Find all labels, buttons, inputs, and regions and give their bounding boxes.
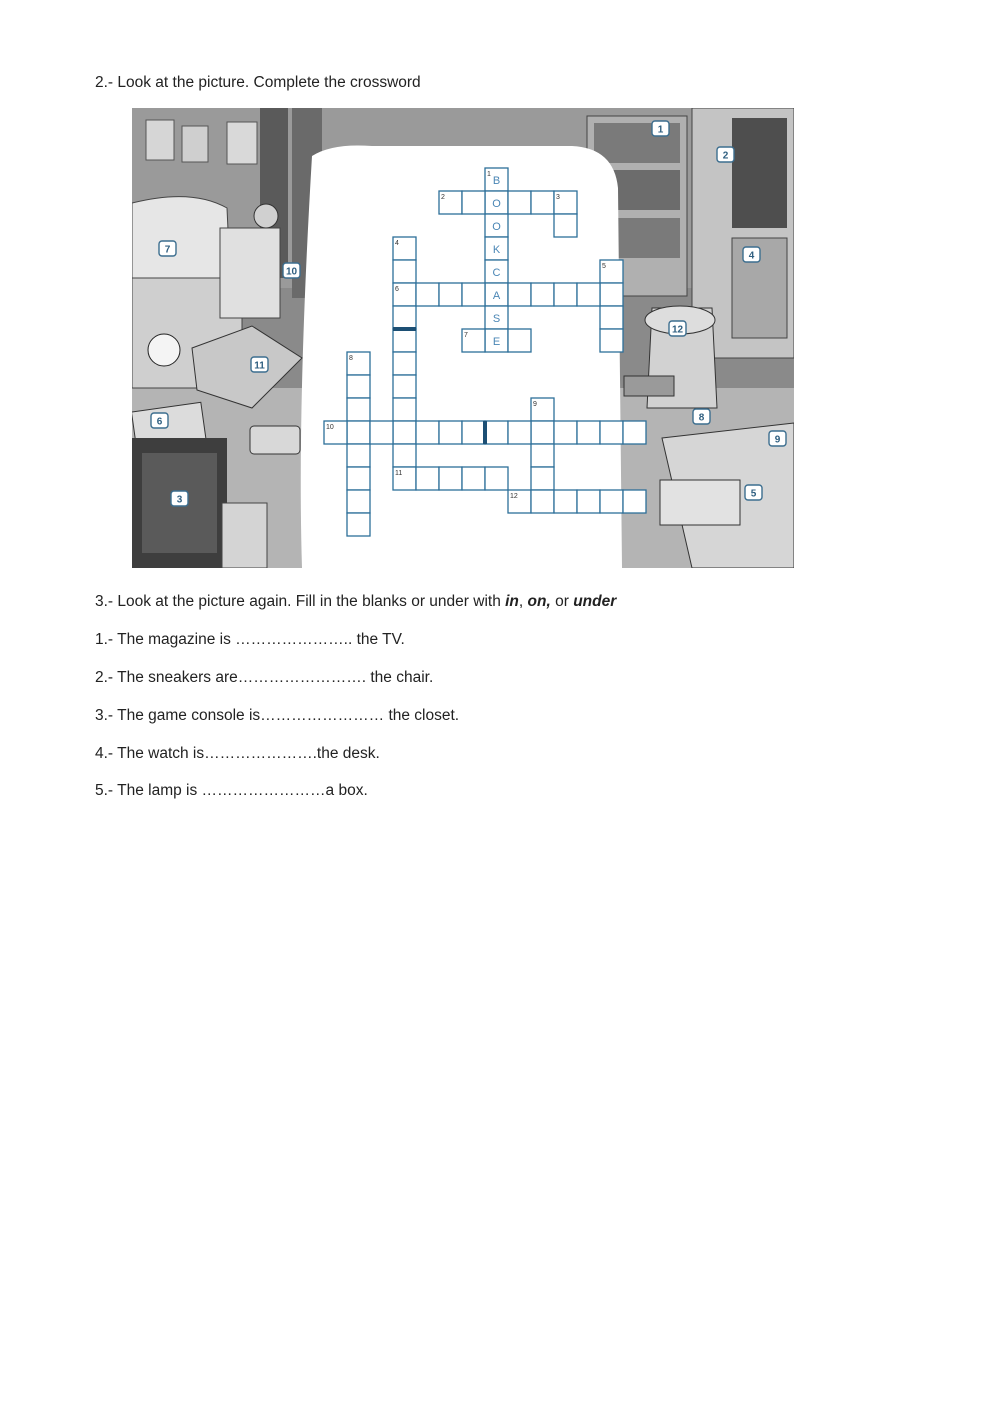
crossword-cell: [347, 444, 370, 467]
exercise-3-instruction: [95, 592, 616, 612]
svg-text:5: 5: [750, 488, 757, 500]
sentence-5: 5.- The lamp is ……………………a box.: [95, 782, 368, 799]
word-in: in: [505, 593, 519, 610]
crossword-cell: [485, 467, 508, 490]
callout-7: [159, 241, 176, 256]
word-on: on,: [527, 593, 551, 610]
clue-number-4: 4: [395, 240, 399, 247]
crossword-cell: [508, 329, 531, 352]
callout-11: [251, 357, 268, 372]
crossword-cell: [577, 490, 600, 513]
crossword-letter: S: [492, 313, 501, 325]
crossword-cell: [531, 191, 554, 214]
crossword-cell: [600, 421, 623, 444]
crossword-letter: K: [492, 244, 501, 256]
crossword-letter: O: [492, 221, 501, 233]
callout-5: [745, 485, 762, 500]
crossword-cell: [577, 283, 600, 306]
sentence-4: 4.- The watch is………………….the desk.: [95, 745, 380, 762]
clue-number-7: 7: [464, 332, 468, 339]
crossword-cell: [347, 513, 370, 536]
callout-8: [693, 409, 710, 424]
svg-text:2: 2: [722, 150, 729, 162]
callout-3: [171, 491, 188, 506]
crossword-cell: [508, 191, 531, 214]
crossword-letter: C: [492, 267, 501, 279]
crossword-cell: [554, 283, 577, 306]
svg-text:11: 11: [254, 360, 265, 372]
crossword-letter: E: [492, 336, 501, 348]
crossword-cell: [531, 444, 554, 467]
svg-text:3: 3: [176, 494, 183, 506]
crossword-cell: [600, 306, 623, 329]
crossword-cell: [462, 191, 485, 214]
crossword-cell: [393, 444, 416, 467]
clue-number-8: 8: [349, 355, 353, 362]
instruction-text: 3.- Look at the picture again. Fill in the blanks or under with: [95, 593, 506, 610]
crossword-cell: [485, 421, 508, 444]
crossword-cell: [347, 375, 370, 398]
crossword-cell: [462, 283, 485, 306]
crossword-cell: [393, 260, 416, 283]
crossword-cell: [347, 467, 370, 490]
exercise-2-instruction: 2.- Look at the picture. Complete the crossword: [95, 74, 421, 91]
svg-text:6: 6: [156, 416, 163, 428]
crossword-cell: [508, 421, 531, 444]
crossword-cell: [347, 398, 370, 421]
clue-number-10: 10: [326, 424, 334, 431]
callout-12: [669, 321, 686, 336]
crossword-cell: [531, 467, 554, 490]
svg-text:9: 9: [774, 434, 781, 446]
crossword-cell: [370, 421, 393, 444]
svg-text:8: 8: [698, 412, 705, 424]
crossword-cell: [554, 421, 577, 444]
word-under: under: [573, 593, 617, 610]
word-separator: [393, 327, 416, 331]
crossword-cell: [439, 283, 462, 306]
crossword-cell: [416, 467, 439, 490]
crossword-cell: [439, 421, 462, 444]
clue-number-2: 2: [441, 194, 445, 201]
crossword-cell: [393, 352, 416, 375]
svg-text:7: 7: [164, 244, 171, 256]
crossword-cell: [508, 283, 531, 306]
crossword-cell: [416, 283, 439, 306]
crossword-cell: [531, 490, 554, 513]
svg-text:4: 4: [748, 250, 755, 262]
clue-number-6: 6: [395, 286, 399, 293]
crossword-cell: [600, 490, 623, 513]
svg-text:10: 10: [285, 266, 298, 278]
crossword-cell: [554, 490, 577, 513]
crossword-cell: [462, 421, 485, 444]
crossword-cell: [347, 421, 370, 444]
crossword-cell: [600, 329, 623, 352]
crossword-cell: [416, 421, 439, 444]
clue-number-1: 1: [487, 171, 491, 178]
crossword-cell: [623, 490, 646, 513]
svg-text:12: 12: [671, 324, 684, 336]
crossword-cell: [577, 421, 600, 444]
crossword-cell: [393, 375, 416, 398]
crossword-letter: B: [492, 175, 501, 187]
clue-number-5: 5: [602, 263, 606, 270]
crossword-cell: [531, 283, 554, 306]
crossword-cell: [531, 421, 554, 444]
crossword-cell: [439, 467, 462, 490]
crossword-cell: [393, 398, 416, 421]
callout-9: [769, 431, 786, 446]
clue-number-12: 12: [510, 493, 518, 500]
crossword-cell: [623, 421, 646, 444]
crossword-cell: [600, 283, 623, 306]
sentence-2: 2.- The sneakers are……………………. the chair.: [95, 669, 434, 686]
crossword-cell: [393, 421, 416, 444]
crossword-letter: O: [492, 198, 501, 210]
callout-6: [151, 413, 168, 428]
separator: or: [550, 593, 574, 610]
crossword-cell: [347, 490, 370, 513]
sentence-3: 3.- The game console is…………………… the closet.: [95, 707, 460, 724]
clue-number-3: 3: [556, 194, 560, 201]
crossword-cell: [554, 214, 577, 237]
callout-1: [652, 121, 669, 136]
crossword-cell: [393, 329, 416, 352]
callout-10: [283, 263, 300, 278]
bedroom-crossword-picture: [132, 108, 794, 568]
crossword-letter: A: [492, 290, 501, 302]
callout-4: [743, 247, 760, 262]
clue-number-9: 9: [533, 401, 537, 408]
crossword-cell: [462, 467, 485, 490]
callout-2: [717, 147, 734, 162]
separator: ,: [518, 593, 528, 610]
sentence-1: 1.- The magazine is ………………….. the TV.: [95, 631, 405, 648]
svg-text:1: 1: [657, 124, 664, 136]
crossword-cell: [393, 306, 416, 329]
word-separator: [483, 421, 487, 444]
clue-number-11: 11: [395, 470, 403, 477]
